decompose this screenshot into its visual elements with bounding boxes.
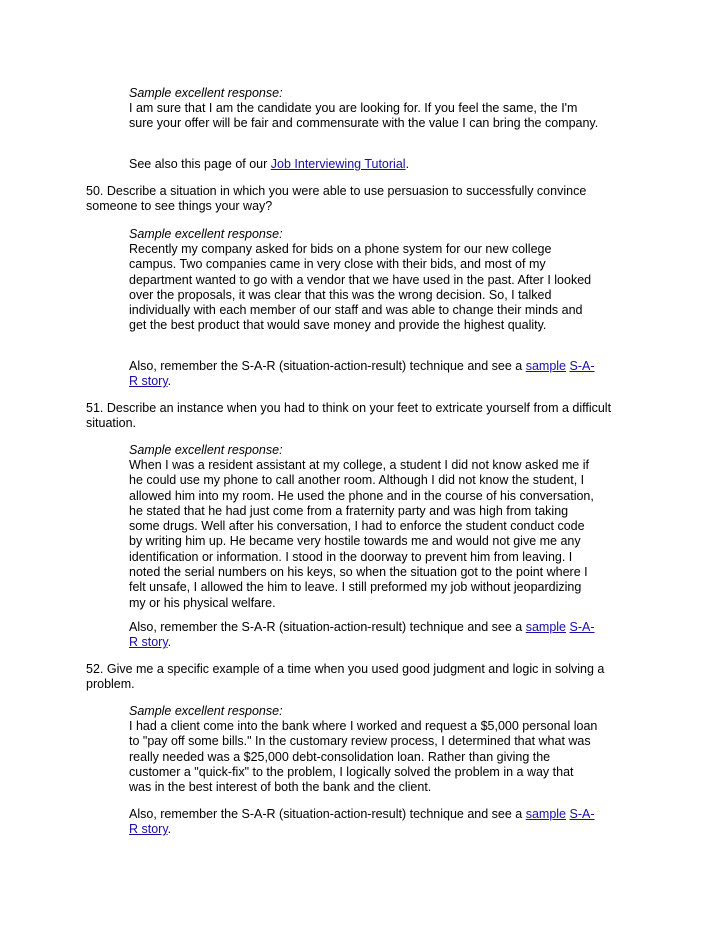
response-text: I had a client come into the bank where I worked and request a $5,000 personal loan to "pay off some bills." In the customary review process, I determined that what was really needed was a $25,000 debt-consolidation loan. Rather than giving the customer a "quick-fix" to the problem, I logically solved the problem in a way that was in the best interest of both the bank and the client. — [129, 719, 598, 795]
question-51: 51. Describe an instance when you had to think on your feet to extricate yourself from a difficult situation. — [86, 401, 612, 431]
response-label: Sample excellent response: — [129, 86, 283, 100]
sample-link[interactable]: sample — [525, 620, 567, 634]
see-also-prefix: See also this page of our — [129, 157, 271, 171]
sar-reminder — [129, 359, 599, 390]
question-50: 50. Describe a situation in which you were able to use persuasion to successfully convince someone to see things your way? — [86, 184, 587, 214]
sar-story-link[interactable]: S-A-R story — [129, 620, 595, 650]
sar-reminder — [129, 807, 599, 838]
sar-story-link[interactable]: S-A-R story — [129, 807, 595, 837]
sar-reminder-prefix: Also, remember the S-A-R (situation-action-result) technique and see a — [129, 359, 526, 373]
question-52: 52. Give me a specific example of a time when you used good judgment and logic in solving a problem. — [86, 662, 605, 692]
sar-reminder-suffix: . — [167, 822, 172, 837]
response-text: When I was a resident assistant at my college, a student I did not know asked me if he could use my phone to call another room. Although I did not know the student, I allowed him into my room. He used the phone and in the course of his conversation, he stated that he had just come from a fraternity party and was high from taking some drugs. Well after his conversation, I had to enforce the student conduct code by writing him up. He became very hostile towards me and would not give me any identification or information. I stood in the doorway to prevent him from leaving. I noted the serial numbers on his keys, so when the situation got to the point where I felt unsafe, I allowed the him to leave. I still preformed my job without jeopardizing my or his physical welfare. — [129, 458, 594, 610]
response-label: Sample excellent response: — [129, 443, 283, 457]
sar-reminder-prefix: Also, remember the S-A-R (situation-action-result) technique and see a — [129, 620, 526, 634]
sample-link[interactable]: sample — [525, 807, 567, 821]
see-also-suffix: . — [405, 157, 410, 171]
response-label: Sample excellent response: — [129, 704, 283, 718]
see-also-line — [129, 157, 619, 172]
sar-reminder-prefix: Also, remember the S-A-R (situation-action-result) technique and see a — [129, 807, 526, 821]
sar-reminder-suffix: . — [167, 374, 172, 389]
sar-story-link[interactable]: S-A-R story — [129, 359, 595, 389]
sar-reminder-suffix: . — [167, 635, 172, 650]
job-interviewing-tutorial-link[interactable]: Job Interviewing Tutorial — [270, 157, 406, 171]
response-label: Sample excellent response: — [129, 227, 283, 241]
sample-link[interactable]: sample — [525, 359, 567, 373]
response-text: I am sure that I am the candidate you are looking for. If you feel the same, the I'm sure your offer will be fair and commensurate with the value I can bring the company. — [129, 101, 599, 131]
response-text: Recently my company asked for bids on a phone system for our new college campus. Two companies came in very close with their bids, and most of my department wanted to go with a vendor that we have used in the past. After I looked over the proposals, it was clear that this was the wrong decision. So, I talked individually with each member of our staff and was able to change their minds and get the best product that would save money and provide the highest quality. — [129, 242, 592, 333]
sar-reminder — [129, 620, 599, 651]
